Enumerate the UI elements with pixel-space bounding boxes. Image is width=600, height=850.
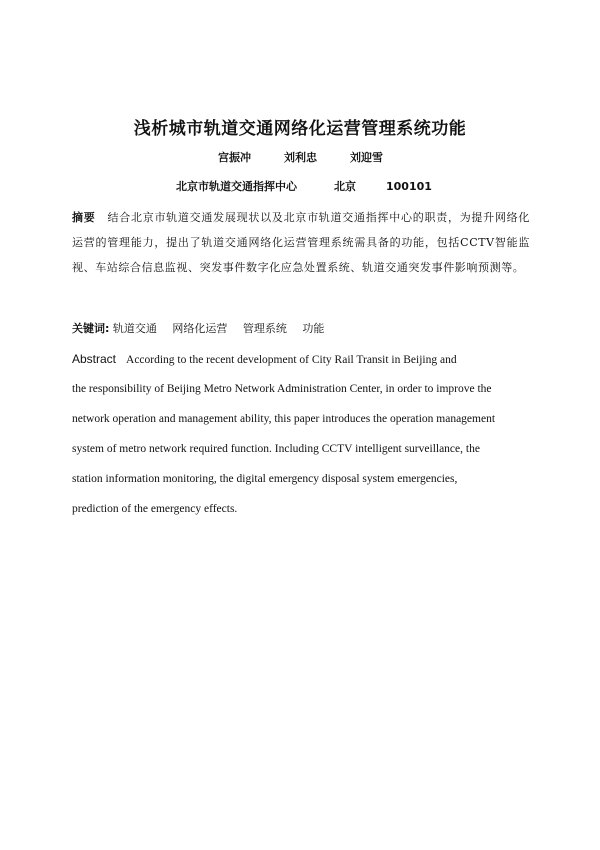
abstract-english [72, 351, 542, 531]
abstract-english-line: system of metro network required function. Including CCTV intelligent surveillance, the [72, 443, 480, 455]
keyword: 网络化运营 [172, 322, 228, 335]
author-name: 刘利忠 [284, 151, 317, 164]
paper-title: 浅析城市轨道交通网络化运营管理系统功能 [133, 119, 467, 139]
affiliation-postcode: 100101 [386, 180, 432, 193]
keyword: 功能 [302, 322, 325, 335]
author-list [218, 149, 383, 165]
affiliation [176, 178, 432, 194]
abstract-chinese [72, 205, 530, 280]
keywords [72, 320, 336, 336]
author-name: 刘迎雪 [350, 151, 383, 164]
keyword: 轨道交通 [112, 322, 157, 335]
abstract-english-line: network operation and management ability, this paper introduces the operation management [72, 413, 496, 425]
abstract-chinese-label: 摘要 [72, 211, 96, 224]
author-name: 宫振冲 [218, 151, 251, 164]
affiliation-org: 北京市轨道交通指挥中心 [176, 180, 297, 193]
abstract-english-line: station information monitoring, the digital emergency disposal system emergencies, [72, 473, 458, 485]
affiliation-city: 北京 [334, 180, 356, 193]
abstract-english-line: prediction of the emergency effects. [72, 503, 238, 515]
abstract-english-label: Abstract [72, 352, 117, 366]
keyword: 管理系统 [242, 322, 287, 335]
abstract-chinese-text: 结合北京市轨道交通发展现状以及北京市轨道交通指挥中心的职责，为提升网络化运营的管理能力，提出了轨道交通网络化运营管理系统需具备的功能，包括CCTV智能监视、车站综合信息监视、突发事件数字化应急处置系统、轨道交通突发事件影响预测等。 [72, 211, 530, 274]
abstract-english-text: According to the recent development of City Rail Transit in Beijing and [126, 354, 457, 366]
keywords-label: 关键词: [72, 322, 110, 335]
abstract-english-line [72, 351, 542, 381]
abstract-english-line: the responsibility of Beijing Metro Network Administration Center, in order to improve the [72, 383, 492, 395]
